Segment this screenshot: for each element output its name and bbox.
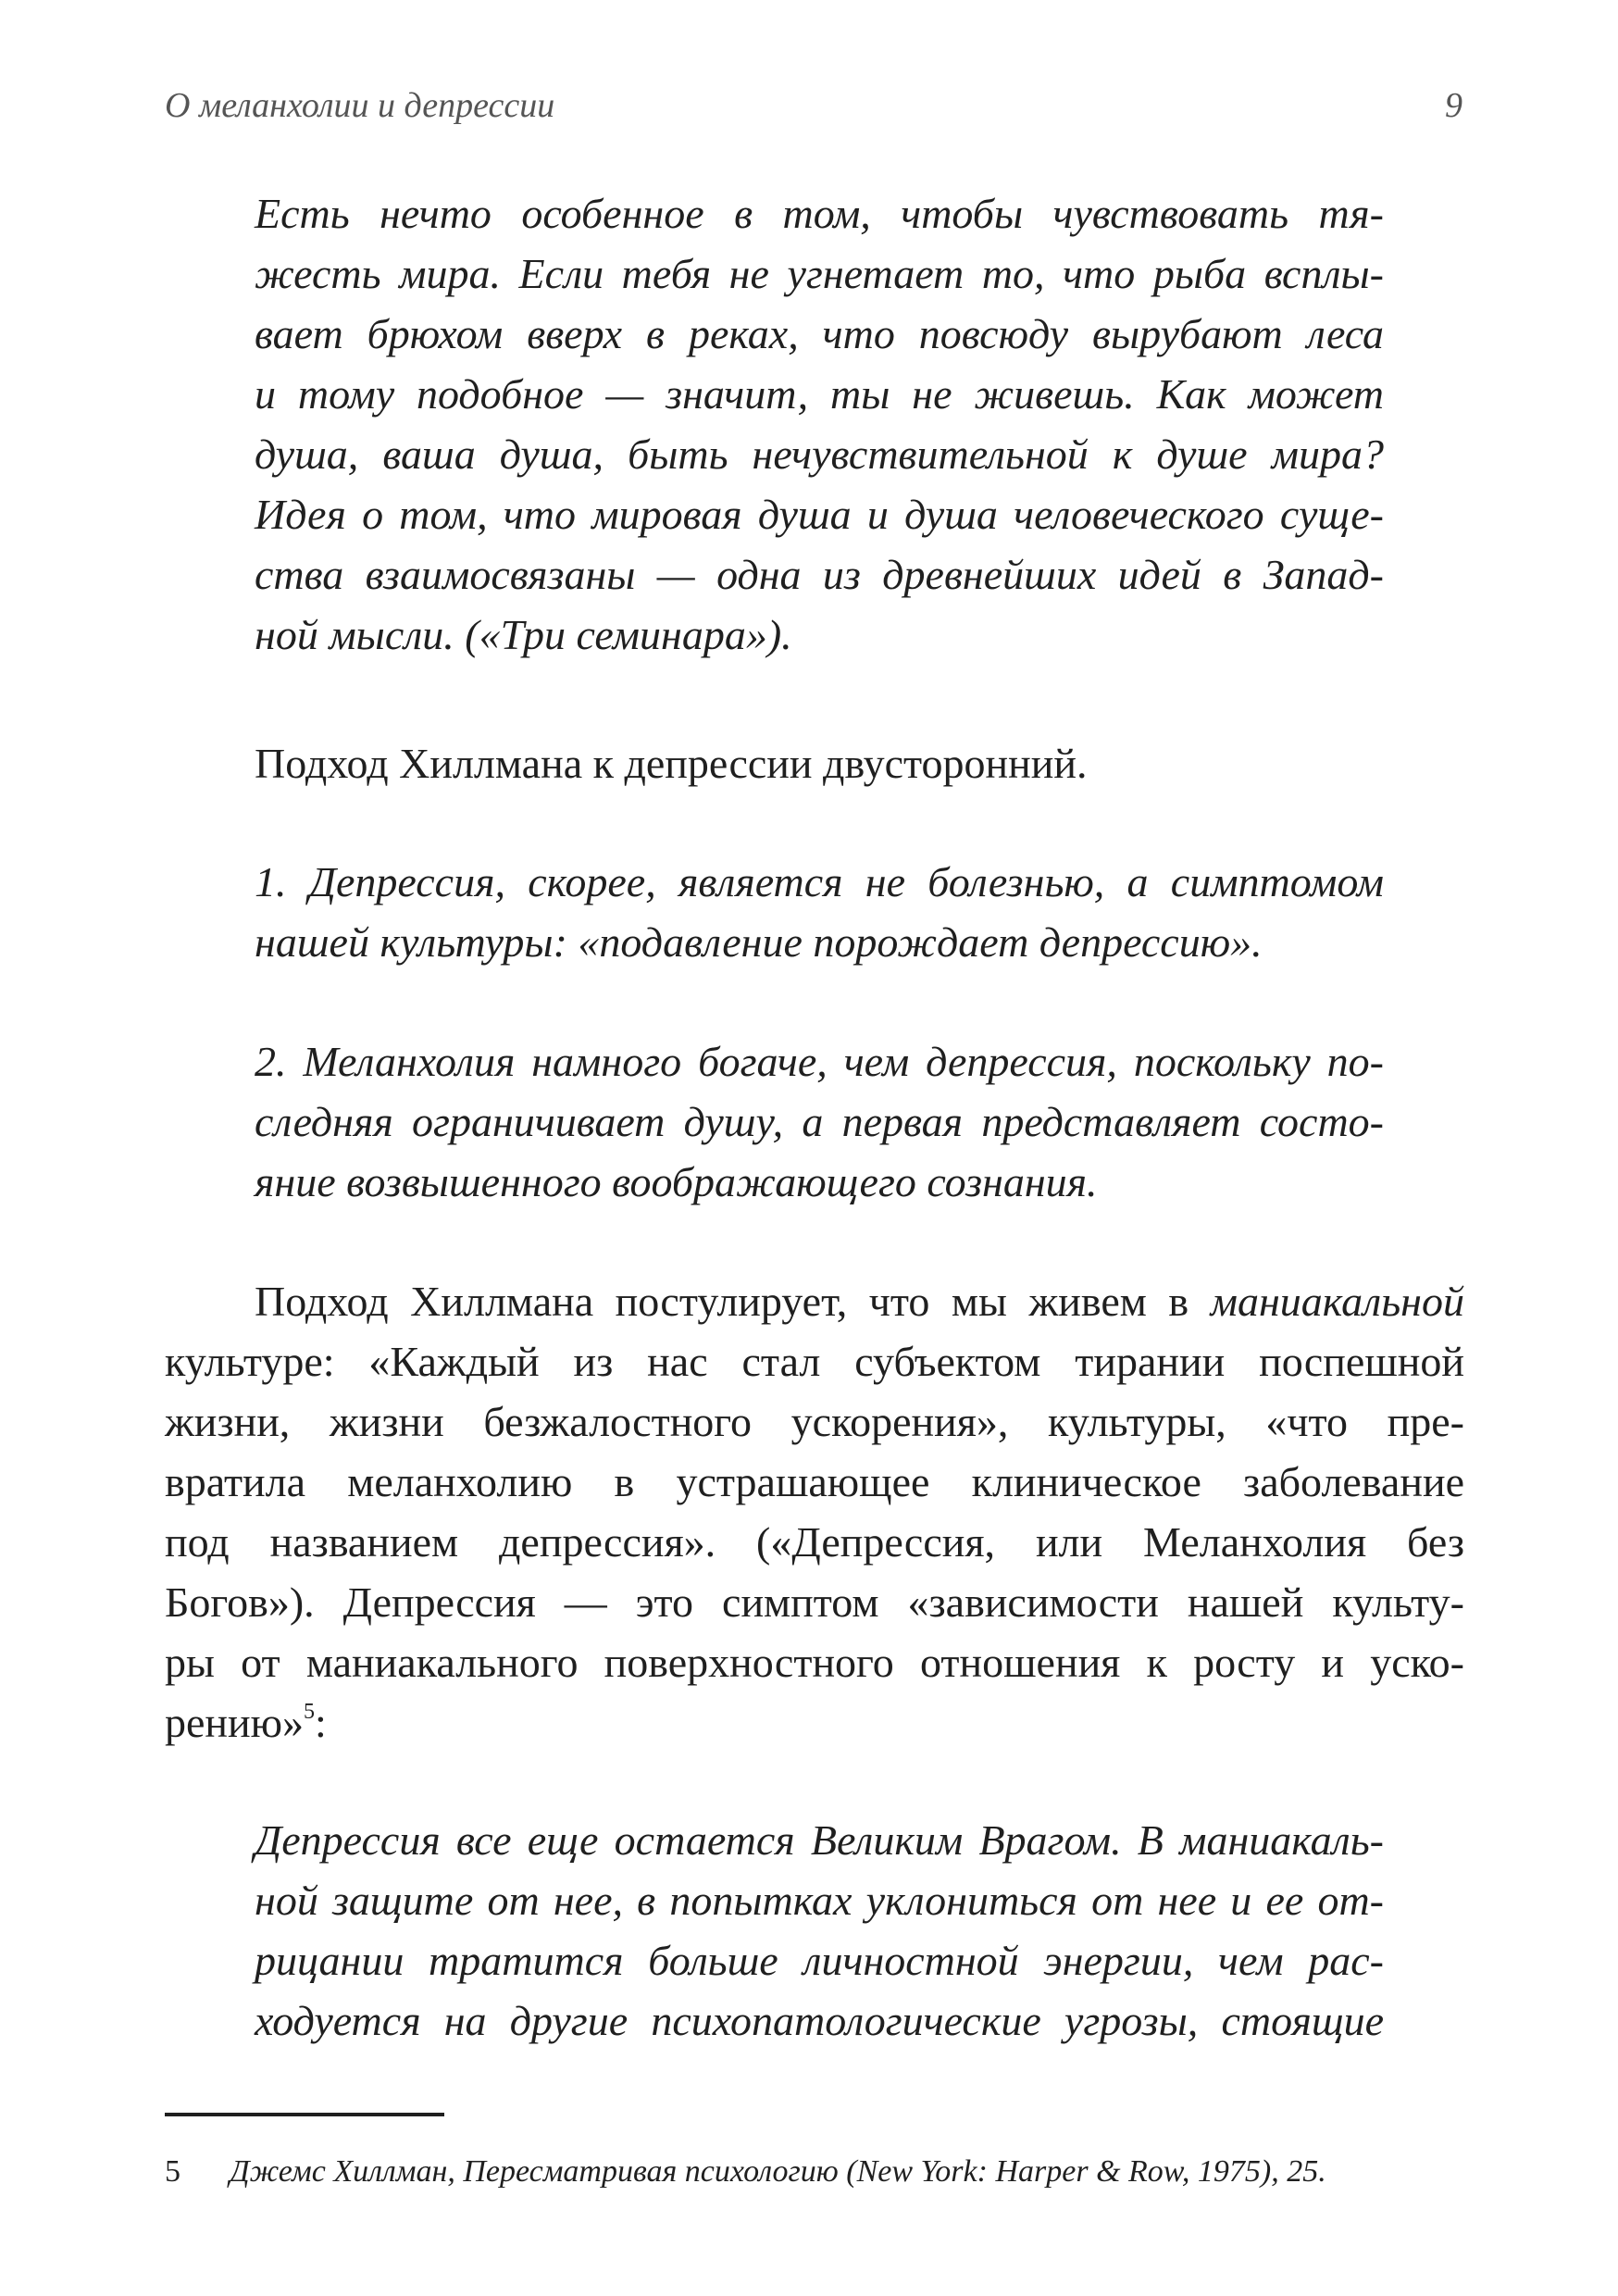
paragraph-last-text: рению» bbox=[165, 1699, 305, 1746]
point-line: 1. Депрессия, скорее, является не болезнью, а симптомом bbox=[255, 858, 1384, 905]
paragraph-line: под названием депрессия». («Депрессия, или Меланхолия без bbox=[165, 1518, 1464, 1566]
page-number: 9 bbox=[1445, 86, 1462, 125]
quote-line: Есть нечто особенное в том, чтобы чувствовать тя- bbox=[255, 190, 1384, 237]
point-line: 2. Меланхолия намного богаче, чем депрессия, поскольку по- bbox=[255, 1038, 1384, 1085]
point-1 bbox=[255, 852, 1384, 972]
quote-block-1 bbox=[255, 183, 1384, 665]
quote-line: ной мысли. («Три семинара»). bbox=[255, 611, 792, 658]
quote-line: вает брюхом вверх в реках, что повсюду вырубают леса bbox=[255, 310, 1384, 357]
running-header-title: О меланхолии и депрессии bbox=[165, 86, 555, 125]
point-line: следняя ограничивает душу, а первая представляет состо- bbox=[255, 1098, 1384, 1145]
approach-intro-text: Подход Хиллмана к депрессии двусторонний. bbox=[255, 740, 1088, 787]
paragraph-line: Богов»). Депрессия — это симптом «зависимости нашей культу- bbox=[165, 1578, 1464, 1626]
footnote bbox=[165, 2150, 1464, 2194]
paragraph-line: ры от маниакального поверхностного отношения к росту и уско- bbox=[165, 1639, 1464, 1686]
main-paragraph bbox=[165, 1271, 1464, 1753]
paragraph-line: вратила меланхолию в устрашающее клиническое заболевание bbox=[165, 1458, 1464, 1505]
approach-intro bbox=[255, 733, 1384, 793]
quote-line: ходуется на другие психопатологические угрозы, стоящие bbox=[255, 1997, 1384, 2044]
footnote-text: Джемс Хиллман, Пересматривая психологию (New York: Harper & Row, 1975), 25. bbox=[230, 2154, 1326, 2189]
paragraph-line-start: Подход Хиллмана постулирует, что мы живем в bbox=[255, 1278, 1211, 1325]
quote-line: Депрессия все еще остается Великим Врагом. В маниакаль- bbox=[255, 1816, 1384, 1864]
footnote-number: 5 bbox=[165, 2154, 180, 2189]
quote-line: рицании тратится больше личностной энергии, чем рас- bbox=[255, 1937, 1384, 1984]
paragraph-emphasis: маниакальной bbox=[1210, 1278, 1464, 1325]
quote-line: душа, ваша душа, быть нечувствительной к душе мира? bbox=[255, 430, 1384, 478]
quote-block-2 bbox=[255, 1810, 1384, 2051]
quote-line: и тому подобное — значит, ты не живешь. Как может bbox=[255, 370, 1384, 418]
paragraph-last-punct: : bbox=[315, 1699, 327, 1746]
paragraph-line bbox=[165, 1271, 1464, 1331]
footnote-separator bbox=[165, 2113, 444, 2116]
quote-line: Идея о том, что мировая душа и душа человеческого суще- bbox=[255, 491, 1384, 538]
paragraph-line: жизни, жизни безжалостного ускорения», культуры, «что пре- bbox=[165, 1398, 1464, 1445]
point-line: нашей культуры: «подавление порождает депрессию». bbox=[255, 918, 1263, 966]
point-line: яние возвышенного воображающего сознания. bbox=[255, 1158, 1098, 1205]
footnote-reference[interactable]: 5 bbox=[304, 1700, 316, 1724]
quote-line: ной защите от нее, в попытках уклониться от нее и ее от- bbox=[255, 1877, 1384, 1924]
paragraph-line bbox=[165, 1692, 1464, 1753]
point-2 bbox=[255, 1031, 1384, 1212]
paragraph-line: культуре: «Каждый из нас стал субъектом тирании поспешной bbox=[165, 1338, 1464, 1385]
quote-line: жесть мира. Если тебя не угнетает то, что рыба всплы- bbox=[255, 250, 1384, 297]
quote-line: ства взаимосвязаны — одна из древнейших идей в Запад- bbox=[255, 551, 1384, 598]
